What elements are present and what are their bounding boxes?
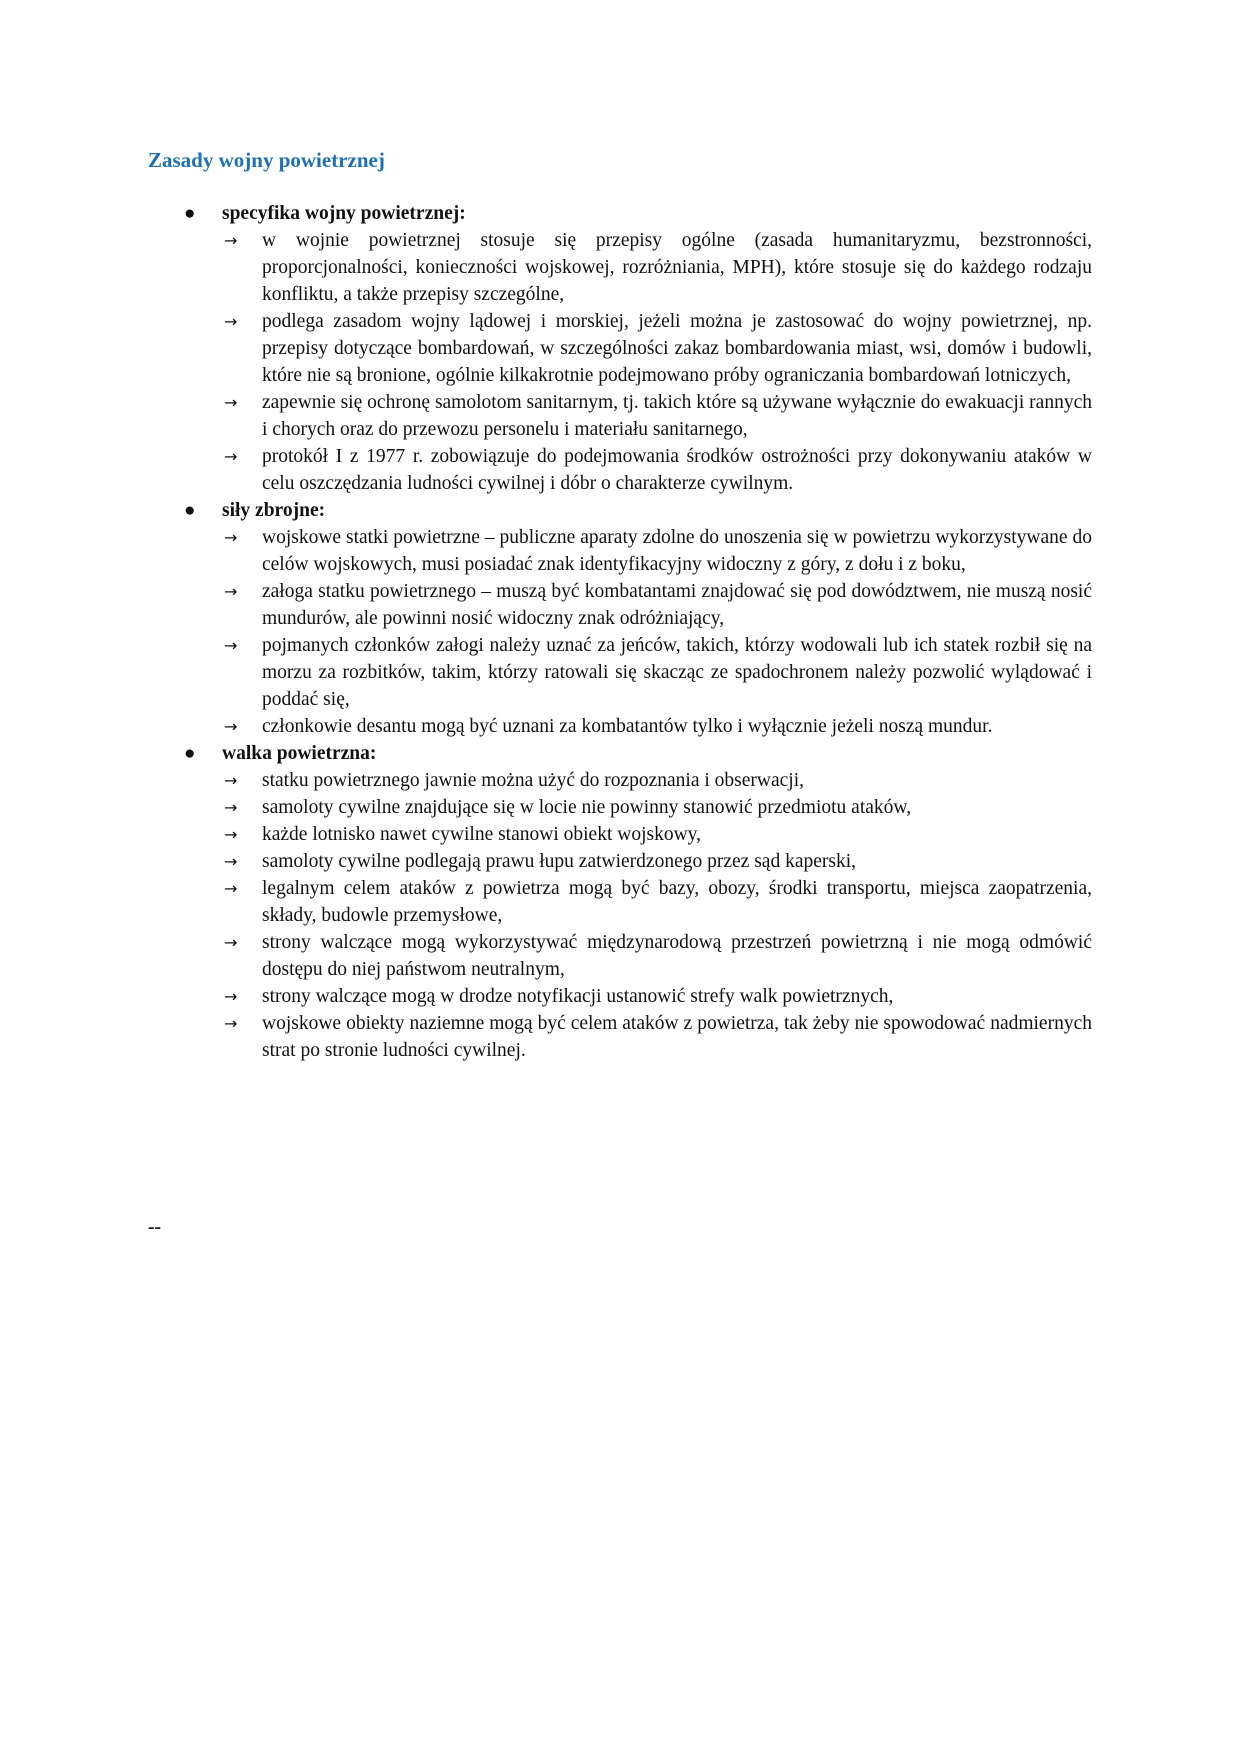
arrow-right-icon: → — [224, 825, 238, 844]
list-item — [182, 578, 1092, 632]
list-item-text: statku powietrznego jawnie można użyć do rozpoznania i obserwacji, — [262, 770, 805, 791]
list-item — [182, 1010, 1092, 1064]
document-body — [182, 200, 1092, 1064]
list-item-text: załoga statku powietrznego – muszą być kombatantami znajdować się pod dowództwem, nie muszą nosić mundurów, ale powinni nosić widoczny znak odróżniający, — [262, 581, 1092, 629]
arrow-right-icon: → — [224, 933, 238, 952]
page-title: Zasady wojny powietrznej — [148, 148, 385, 172]
footer-separator: -- — [148, 1217, 161, 1238]
item-list — [182, 767, 1092, 1064]
list-item-text: legalnym celem ataków z powietrza mogą być bazy, obozy, środki transportu, miejsca zaopatrzenia, składy, budowle przemysłowe, — [262, 878, 1092, 926]
list-item-text: wojskowe statki powietrzne – publiczne aparaty zdolne do unoszenia się w powietrzu wykorzystywane do celów wojskowych, musi posiadać znak identyfikacyjny widoczny z góry, z dołu i z boku, — [262, 527, 1092, 575]
list-item — [182, 875, 1092, 929]
bullet-icon: ● — [184, 203, 196, 224]
list-item-text: strony walczące mogą w drodze notyfikacji ustanowić strefy walk powietrznych, — [262, 986, 894, 1007]
list-item-text: członkowie desantu mogą być uznani za kombatantów tylko i wyłącznie jeżeli noszą mundur. — [262, 716, 993, 737]
arrow-right-icon: → — [224, 447, 238, 466]
list-item — [182, 848, 1092, 875]
arrow-right-icon: → — [224, 798, 238, 817]
section-heading-text: specyfika wojny powietrznej: — [222, 203, 466, 224]
list-item — [182, 632, 1092, 713]
list-item — [182, 227, 1092, 308]
list-item — [182, 308, 1092, 389]
list-item — [182, 794, 1092, 821]
list-item-text: wojskowe obiekty naziemne mogą być celem ataków z powietrza, tak żeby nie spowodować nadmiernych strat po stronie ludności cywilnej. — [262, 1013, 1092, 1061]
list-item-text: pojmanych członków załogi należy uznać za jeńców, takich, którzy wodowali lub ich statek rozbił się na morzu za rozbitków, takim, którzy ratowali się skacząc ze spadochronem należy pozwolić wylądować i poddać się, — [262, 635, 1092, 710]
list-item — [182, 713, 1092, 740]
arrow-right-icon: → — [224, 717, 238, 736]
arrow-right-icon: → — [224, 852, 238, 871]
arrow-right-icon: → — [224, 393, 238, 412]
list-item — [182, 983, 1092, 1010]
list-item-text: w wojnie powietrznej stosuje się przepisy ogólne (zasada humanitaryzmu, bezstronności, proporcjonalności, konieczności wojskowej, rozróżniania, MPH), które stosuje się do każdego rodzaju konfliktu, a także przepisy szczególne, — [262, 230, 1092, 305]
arrow-right-icon: → — [224, 528, 238, 547]
arrow-right-icon: → — [224, 582, 238, 601]
list-item-text: samoloty cywilne znajdujące się w locie nie powinny stanowić przedmiotu ataków, — [262, 797, 912, 818]
arrow-right-icon: → — [224, 987, 238, 1006]
section-heading — [182, 497, 1092, 524]
list-item — [182, 767, 1092, 794]
list-item — [182, 524, 1092, 578]
section-walka-powietrzna — [182, 740, 1092, 1064]
arrow-right-icon: → — [224, 312, 238, 331]
list-item-text: protokół I z 1977 r. zobowiązuje do podejmowania środków ostrożności przy dokonywaniu ataków w celu oszczędzania ludności cywilnej i dóbr o charakterze cywilnym. — [262, 446, 1092, 494]
list-item — [182, 821, 1092, 848]
arrow-right-icon: → — [224, 1014, 238, 1033]
arrow-right-icon: → — [224, 879, 238, 898]
arrow-right-icon: → — [224, 771, 238, 790]
bullet-icon: ● — [184, 500, 196, 521]
list-item — [182, 443, 1092, 497]
item-list — [182, 227, 1092, 497]
list-item — [182, 929, 1092, 983]
arrow-right-icon: → — [224, 231, 238, 250]
list-item-text: zapewnie się ochronę samolotom sanitarnym, tj. takich które są używane wyłącznie do ewakuacji rannych i chorych oraz do przewozu personelu i materiału sanitarnego, — [262, 392, 1092, 440]
arrow-right-icon: → — [224, 636, 238, 655]
section-heading-text: siły zbrojne: — [222, 500, 326, 521]
section-heading-text: walka powietrzna: — [222, 743, 377, 764]
bullet-icon: ● — [184, 743, 196, 764]
section-sily-zbrojne — [182, 497, 1092, 740]
section-heading — [182, 740, 1092, 767]
section-specyfika — [182, 200, 1092, 497]
list-item-text: strony walczące mogą wykorzystywać międzynarodową przestrzeń powietrzną i nie mogą odmówić dostępu do niej państwom neutralnym, — [262, 932, 1092, 980]
section-heading — [182, 200, 1092, 227]
item-list — [182, 524, 1092, 740]
list-item-text: samoloty cywilne podlegają prawu łupu zatwierdzonego przez sąd kaperski, — [262, 851, 856, 872]
list-item-text: każde lotnisko nawet cywilne stanowi obiekt wojskowy, — [262, 824, 702, 845]
list-item — [182, 389, 1092, 443]
list-item-text: podlega zasadom wojny lądowej i morskiej, jeżeli można je zastosować do wojny powietrznej, np. przepisy dotyczące bombardowań, w szczególności zakaz bombardowania miast, wsi, domów i budowli, które nie są bronione, ogólnie kilkakrotnie podejmowano próby ograniczania bombardowań lotniczych, — [262, 311, 1092, 386]
